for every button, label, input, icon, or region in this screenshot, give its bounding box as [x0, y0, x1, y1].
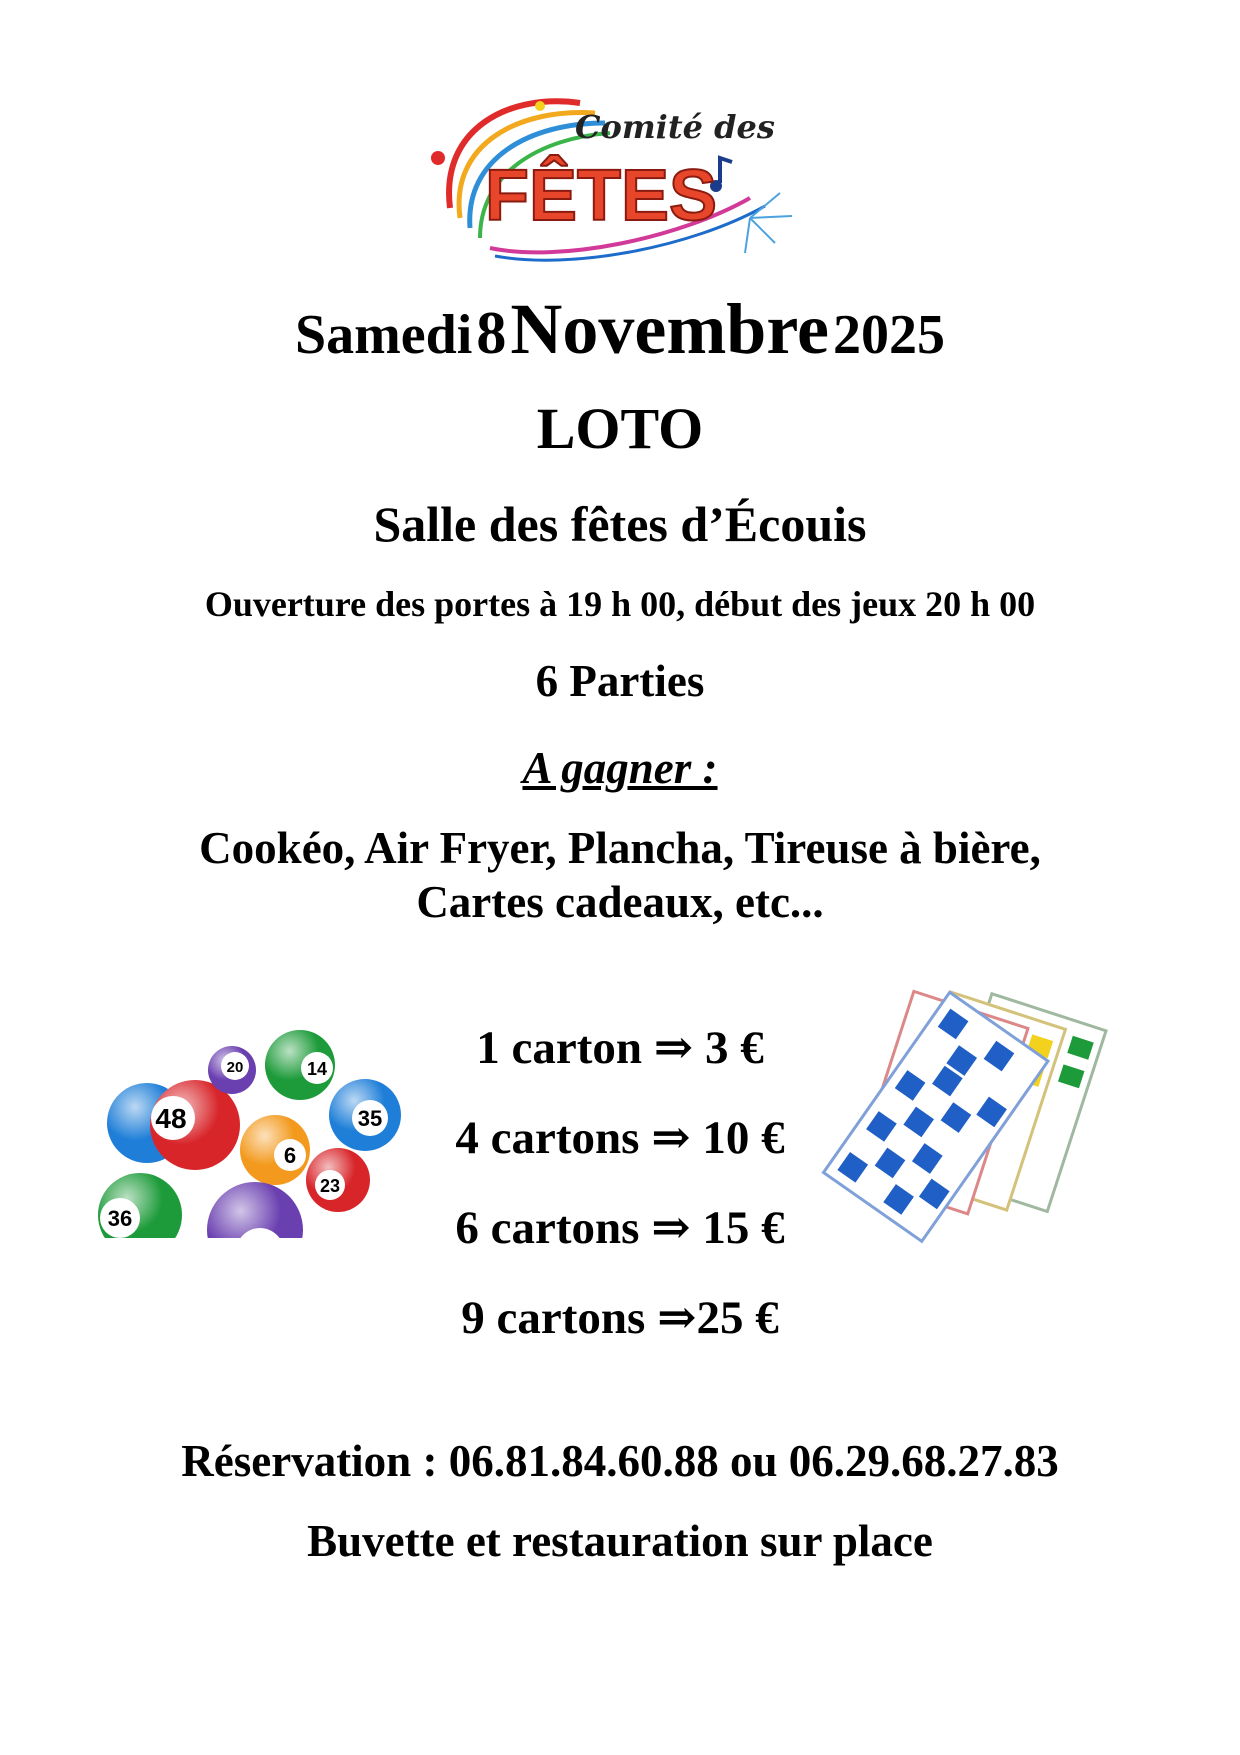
date-day: Samedi: [295, 304, 473, 366]
event-date: [0, 288, 1240, 371]
svg-text:36: 36: [107, 1206, 133, 1231]
svg-text:20: 20: [226, 1059, 244, 1076]
date-year: 2025: [832, 304, 945, 366]
svg-text:14: 14: [306, 1059, 328, 1079]
svg-text:48: 48: [155, 1103, 187, 1134]
date-num: 8: [476, 300, 507, 366]
schedule: Ouverture des portes à 19 h 00, début des jeux 20 h 00: [204, 584, 1036, 624]
ball-35: [329, 1079, 401, 1151]
comite-des-fetes-logo: [420, 88, 820, 273]
bingo-balls-image: [95, 1030, 405, 1260]
prizes-heading: [0, 742, 1240, 794]
ball-6: [240, 1115, 310, 1185]
prizes-line1: Cookéo, Air Fryer, Plancha, Tireuse à bière,: [199, 823, 1041, 873]
ball-14: [265, 1030, 335, 1100]
event-title: LOTO: [536, 396, 704, 461]
price-1-carton: 1 carton ⇒ 3 €: [476, 1022, 764, 1074]
price-6-cartons: 6 cartons ⇒ 15 €: [455, 1202, 785, 1254]
prizes-line2: Cartes cadeaux, etc...: [416, 877, 824, 927]
prizes-heading-text: A gagner :: [522, 743, 718, 793]
venue: Salle des fêtes d’Écouis: [373, 496, 867, 552]
svg-text:23: 23: [319, 1176, 341, 1196]
price-4-cartons: 4 cartons ⇒ 10 €: [455, 1112, 785, 1164]
ball-20: [208, 1046, 256, 1094]
logo-line2: FÊTES: [485, 156, 718, 236]
logo-line1: Comité des: [575, 108, 775, 146]
footer-note: Buvette et restauration sur place: [307, 1516, 933, 1566]
ball-48-red: [150, 1080, 240, 1170]
parties-count: 6 Parties: [535, 656, 705, 706]
ball-23: [306, 1148, 370, 1212]
reservation: Réservation : 06.81.84.60.88 ou 06.29.68.27.83: [181, 1436, 1059, 1486]
svg-text:6: 6: [283, 1143, 297, 1168]
price-9-cartons: 9 cartons ⇒25 €: [461, 1292, 779, 1344]
date-month: Novembre: [510, 289, 829, 369]
loto-cards-image: [810, 985, 1120, 1245]
svg-text:35: 35: [357, 1106, 383, 1131]
